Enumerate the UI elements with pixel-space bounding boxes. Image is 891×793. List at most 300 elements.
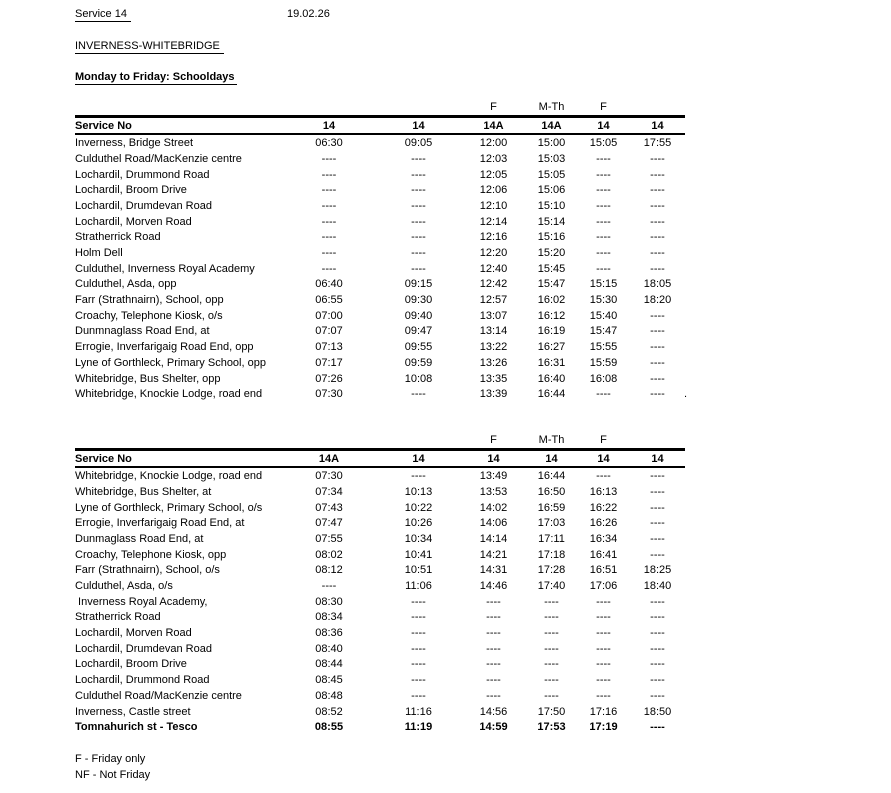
stop-name-cell: Errogie, Inverfarigaig Road End, at	[75, 517, 245, 530]
timetable-body	[75, 134, 688, 402]
time-cell: ----	[411, 689, 426, 702]
time-cell: 09:40	[404, 309, 433, 322]
time-cell: 10:41	[404, 548, 433, 561]
time-cell: ----	[486, 689, 501, 702]
time-cell: ----	[486, 642, 501, 655]
timetable-row	[75, 214, 685, 230]
time-cell: 15:30	[589, 294, 618, 307]
time-cell: ----	[650, 501, 665, 514]
time-cell: 12:57	[479, 294, 508, 307]
day-restriction-label: M-Th	[538, 433, 565, 446]
time-cell: ----	[321, 184, 337, 197]
time-cell: 12:06	[479, 184, 508, 197]
day-restriction-label	[376, 432, 461, 449]
time-cell: ----	[486, 627, 501, 640]
time-cell: ----	[650, 689, 665, 702]
stop-name-cell: Lochardil, Drumdevan Road	[75, 199, 212, 212]
time-cell: ----	[596, 184, 611, 197]
service-number-header: 14A	[282, 449, 376, 467]
time-cell: 14:46	[479, 580, 508, 593]
time-cell: 18:20	[643, 294, 672, 307]
time-cell: 09:15	[404, 278, 433, 291]
service-label	[75, 8, 131, 20]
timetable-row	[75, 182, 685, 198]
timetable-row	[75, 563, 685, 579]
time-cell: 11:19	[404, 721, 433, 734]
time-cell: 15:03	[537, 152, 566, 165]
footnote-friday-only: F - Friday only	[75, 753, 146, 765]
time-cell: 12:40	[479, 262, 508, 275]
day-label-row	[75, 432, 685, 449]
time-cell: 13:14	[479, 325, 508, 338]
time-cell: 15:00	[537, 137, 566, 150]
stop-name-cell: Culduthel, Asda, o/s	[75, 580, 173, 593]
time-cell: 16:44	[537, 470, 566, 483]
time-cell: 11:06	[405, 580, 432, 593]
stop-name-cell: Whitebridge, Knockie Lodge, road end	[75, 388, 263, 401]
service-number-header: 14A	[526, 116, 577, 134]
time-cell: ----	[650, 721, 665, 734]
service-number-header: 14	[376, 449, 461, 467]
service-no-header: Service No	[75, 116, 282, 134]
time-cell: 07:30	[315, 470, 343, 483]
stop-name-cell: Lochardil, Broom Drive	[75, 658, 187, 671]
service-number-header: 14A	[461, 116, 526, 134]
time-cell: 12:42	[479, 278, 508, 291]
time-cell: 14:31	[479, 564, 508, 577]
time-cell: ----	[596, 595, 611, 608]
time-cell: 14:56	[479, 705, 508, 718]
time-cell: 07:55	[315, 532, 343, 545]
time-cell: 13:26	[479, 356, 508, 369]
time-cell: ----	[596, 642, 611, 655]
day-restriction-label: F	[490, 100, 497, 113]
time-cell: ----	[596, 658, 611, 671]
time-cell: ----	[650, 325, 665, 338]
stray-period: .	[684, 388, 688, 400]
day-restriction-label: F	[600, 100, 607, 113]
stop-name-cell: Inverness Royal Academy,	[75, 595, 208, 608]
timetable-row	[75, 672, 685, 688]
time-cell: 08:44	[315, 658, 343, 671]
time-cell: 15:59	[589, 356, 618, 369]
time-cell: 10:08	[404, 372, 433, 385]
time-cell: 16:02	[537, 294, 566, 307]
time-cell: 16:27	[537, 341, 566, 354]
time-cell: ----	[321, 152, 337, 165]
time-cell: ----	[486, 611, 501, 624]
time-cell: ----	[411, 247, 426, 260]
time-cell: 16:19	[537, 325, 566, 338]
time-cell: ----	[411, 674, 426, 687]
day-restriction-label: F	[600, 433, 607, 446]
service-number-header: 14	[461, 449, 526, 467]
time-cell: 08:36	[315, 627, 343, 640]
header-row	[75, 116, 685, 134]
time-cell: 07:43	[315, 501, 343, 514]
time-cell: 16:50	[537, 485, 566, 498]
time-cell: ----	[650, 548, 665, 561]
time-cell: ----	[411, 611, 426, 624]
timetable-row	[75, 292, 685, 308]
time-cell: ----	[321, 247, 337, 260]
time-cell: ----	[321, 580, 337, 593]
day-restriction-label: F	[490, 433, 497, 446]
timetable-row	[75, 719, 685, 735]
timetable-row	[75, 151, 685, 167]
time-cell: 17:50	[537, 705, 566, 718]
time-cell: 15:55	[589, 341, 618, 354]
day-restriction-label	[282, 99, 376, 116]
service-number-header: 14	[376, 116, 461, 134]
time-cell: 13:35	[479, 372, 508, 385]
time-cell: 16:26	[589, 517, 618, 530]
service-number-header: 14	[630, 116, 685, 134]
timetable-row	[75, 578, 685, 594]
time-cell: 15:47	[589, 325, 618, 338]
timetable-row	[75, 625, 685, 641]
stop-name-cell: Inverness, Castle street	[75, 705, 191, 718]
time-cell: 14:59	[479, 721, 508, 734]
time-cell: ----	[650, 517, 665, 530]
time-cell: ----	[544, 642, 559, 655]
timetable-row	[75, 277, 685, 293]
time-cell: 07:34	[315, 485, 343, 498]
stop-name-cell: Lyne of Gorthleck, Primary School, opp	[75, 356, 266, 369]
time-cell: 14:02	[479, 501, 508, 514]
time-cell: 16:22	[589, 501, 618, 514]
service-number-header: 14	[630, 449, 685, 467]
time-cell: ----	[650, 215, 665, 228]
time-cell: 08:40	[315, 642, 343, 655]
time-cell: 17:18	[537, 548, 566, 561]
time-cell: ----	[544, 689, 559, 702]
stop-name-cell: Lochardil, Drummond Road	[75, 674, 210, 687]
time-cell: 15:05	[589, 137, 618, 150]
time-cell: 15:47	[537, 278, 566, 291]
time-cell: ----	[411, 262, 426, 275]
time-cell: 15:16	[537, 231, 566, 244]
time-cell: 12:20	[479, 247, 508, 260]
time-cell: ----	[596, 168, 611, 181]
time-cell: 17:03	[537, 517, 566, 530]
time-cell: 07:07	[315, 325, 343, 338]
day-restriction-label	[630, 99, 685, 116]
time-cell: ----	[650, 152, 665, 165]
time-cell: 09:55	[404, 341, 433, 354]
stop-name-cell: Whitebridge, Bus Shelter, opp	[75, 372, 221, 385]
timetable-row	[75, 167, 685, 183]
schedule-type-heading	[75, 71, 237, 83]
time-cell: 18:40	[643, 580, 672, 593]
stop-name-cell: Farr (Strathnairn), School, opp	[75, 294, 224, 307]
time-cell: ----	[650, 485, 665, 498]
header-row	[75, 449, 685, 467]
time-cell: ----	[411, 215, 426, 228]
day-restriction-label: M-Th	[538, 100, 565, 113]
stop-name-cell: Lochardil, Drummond Road	[75, 168, 210, 181]
time-cell: 18:05	[643, 278, 672, 291]
stop-name-cell: Errogie, Inverfarigaig Road End, opp	[75, 341, 254, 354]
time-cell: 12:16	[479, 231, 508, 244]
time-cell: 08:12	[315, 564, 343, 577]
time-cell: 16:34	[589, 532, 618, 545]
time-cell: 07:26	[315, 372, 343, 385]
timetable-row	[75, 339, 685, 355]
time-cell: ----	[486, 658, 501, 671]
timetable-row	[75, 371, 685, 387]
service-no-header: Service No	[75, 449, 282, 467]
time-cell: 16:13	[589, 485, 618, 498]
time-cell: 10:26	[404, 517, 433, 530]
time-cell: 15:06	[537, 184, 566, 197]
time-cell: 09:05	[404, 137, 433, 150]
timetable-row	[75, 308, 685, 324]
timetable-row	[75, 515, 685, 531]
stop-name-cell: Croachy, Telephone Kiosk, opp	[75, 548, 227, 561]
time-cell: 17:11	[538, 532, 565, 545]
time-cell: 07:17	[315, 356, 343, 369]
time-cell: ----	[650, 627, 665, 640]
stop-name-cell: Lochardil, Morven Road	[75, 215, 192, 228]
date-label: 19.02.26	[287, 8, 330, 20]
time-cell: ----	[411, 642, 426, 655]
time-cell: 13:22	[479, 341, 508, 354]
time-cell: 17:19	[589, 721, 618, 734]
time-cell: ----	[650, 168, 665, 181]
service-number-header: 14	[282, 116, 376, 134]
time-cell: 16:41	[589, 548, 618, 561]
day-restriction-label	[282, 432, 376, 449]
time-cell: 10:34	[404, 532, 433, 545]
time-cell: ----	[544, 611, 559, 624]
time-cell: ----	[596, 611, 611, 624]
time-cell: ----	[321, 231, 337, 244]
time-cell: 12:14	[479, 215, 508, 228]
time-cell: 16:59	[537, 501, 566, 514]
stop-name-cell: Culduthel, Asda, opp	[75, 278, 177, 291]
time-cell: 16:40	[537, 372, 566, 385]
timetable-row	[75, 355, 685, 371]
time-cell: 15:14	[537, 215, 566, 228]
time-cell: 17:53	[537, 721, 566, 734]
day-restriction-label	[75, 432, 282, 449]
time-cell: ----	[650, 247, 665, 260]
time-cell: ----	[650, 388, 665, 401]
time-cell: 12:00	[479, 137, 508, 150]
timetable-row	[75, 610, 685, 626]
service-number-header: 14	[577, 449, 630, 467]
time-cell: 07:30	[315, 388, 343, 401]
time-cell: ----	[650, 674, 665, 687]
time-cell: ----	[650, 595, 665, 608]
time-cell: 18:25	[643, 564, 672, 577]
time-cell: 15:20	[537, 247, 566, 260]
time-cell: 08:55	[314, 721, 344, 734]
time-cell: 13:07	[479, 309, 508, 322]
timetable-row	[75, 688, 685, 704]
stop-name-cell: Lochardil, Drumdevan Road	[75, 642, 212, 655]
time-cell: 10:22	[404, 501, 433, 514]
time-cell: 15:15	[589, 278, 618, 291]
timetable-row	[75, 467, 685, 484]
time-cell: 17:06	[589, 580, 618, 593]
time-cell: ----	[650, 341, 665, 354]
time-cell: ----	[596, 152, 611, 165]
stop-name-cell: Whitebridge, Knockie Lodge, road end	[75, 470, 263, 483]
time-cell: ----	[596, 674, 611, 687]
day-restriction-label	[376, 99, 461, 116]
time-cell: 07:47	[315, 517, 343, 530]
time-cell: ----	[650, 642, 665, 655]
stop-name-cell: Stratherrick Road	[75, 611, 161, 624]
time-cell: 06:40	[315, 278, 343, 291]
time-cell: 18:50	[643, 705, 672, 718]
stop-name-cell: Dunmaglass Road End, at	[75, 532, 204, 545]
time-cell: ----	[650, 199, 665, 212]
time-cell: 07:13	[315, 341, 343, 354]
timetable-row	[75, 547, 685, 563]
time-cell: 16:12	[537, 309, 566, 322]
time-cell: 13:39	[479, 388, 508, 401]
time-cell: 16:51	[589, 564, 618, 577]
route-title-text: INVERNESS-WHITEBRIDGE	[75, 40, 224, 54]
route-title	[75, 40, 224, 52]
timetable-row	[75, 704, 685, 720]
time-cell: 16:31	[537, 356, 566, 369]
time-cell: ----	[544, 627, 559, 640]
time-cell: ----	[486, 674, 501, 687]
return-timetable	[75, 432, 685, 735]
time-cell: 14:14	[479, 532, 508, 545]
timetable-row	[75, 657, 685, 673]
time-cell: ----	[596, 388, 611, 401]
stop-name-cell: Culduthel Road/MacKenzie centre	[75, 689, 242, 702]
day-label-row	[75, 99, 685, 116]
time-cell: 08:52	[315, 705, 343, 718]
stop-name-cell: Stratherrick Road	[75, 231, 161, 244]
timetable-body	[75, 467, 685, 735]
time-cell: ----	[650, 262, 665, 275]
stop-name-cell: Holm Dell	[75, 247, 123, 260]
time-cell: ----	[650, 611, 665, 624]
time-cell: ----	[650, 356, 665, 369]
time-cell: ----	[411, 231, 426, 244]
time-cell: 06:55	[315, 294, 343, 307]
time-cell: 08:02	[315, 548, 343, 561]
service-number-header: 14	[526, 449, 577, 467]
time-cell: 13:49	[479, 470, 508, 483]
outbound-timetable	[75, 99, 688, 402]
time-cell: ----	[411, 470, 426, 483]
time-cell: 14:21	[479, 548, 508, 561]
timetable-row	[75, 641, 685, 657]
time-cell: 15:45	[537, 262, 566, 275]
time-cell: 12:05	[479, 168, 508, 181]
time-cell: ----	[650, 470, 665, 483]
service-number-header: 14	[577, 116, 630, 134]
time-cell: ----	[596, 215, 611, 228]
timetable-row	[75, 594, 685, 610]
time-cell: ----	[650, 372, 665, 385]
time-cell: 12:10	[479, 199, 508, 212]
timetable-row	[75, 484, 685, 500]
timetable-row	[75, 386, 685, 402]
time-cell: ----	[596, 262, 611, 275]
time-cell: 16:08	[589, 372, 618, 385]
stop-name-cell: Culduthel Road/MacKenzie centre	[75, 152, 242, 165]
stop-name-cell: Whitebridge, Bus Shelter, at	[75, 485, 212, 498]
time-cell: ----	[596, 627, 611, 640]
timetable-row	[75, 230, 685, 246]
time-cell: ----	[321, 168, 337, 181]
day-restriction-label	[630, 432, 685, 449]
time-cell: ----	[596, 470, 611, 483]
time-cell: ----	[596, 689, 611, 702]
timetable-row	[75, 245, 685, 261]
time-cell: 09:59	[404, 356, 433, 369]
timetable-row	[75, 198, 685, 214]
time-cell: 10:51	[404, 564, 433, 577]
stop-name-cell: Lochardil, Broom Drive	[75, 184, 187, 197]
time-cell: ----	[321, 262, 337, 275]
time-cell: 06:30	[315, 137, 343, 150]
timetable-row	[75, 500, 685, 516]
timetable-row	[75, 324, 685, 340]
time-cell: ----	[411, 199, 426, 212]
time-cell: ----	[321, 199, 337, 212]
time-cell: ----	[650, 532, 665, 545]
time-cell: ----	[411, 152, 426, 165]
time-cell: ----	[486, 595, 501, 608]
time-cell: 17:16	[589, 705, 618, 718]
time-cell: 11:16	[405, 705, 432, 718]
time-cell: 17:28	[537, 564, 566, 577]
timetable-row	[75, 134, 685, 151]
time-cell: 10:13	[404, 485, 433, 498]
time-cell: ----	[650, 184, 665, 197]
time-cell: ----	[411, 168, 426, 181]
time-cell: 08:45	[315, 674, 343, 687]
time-cell: 15:40	[589, 309, 618, 322]
time-cell: 08:48	[315, 689, 343, 702]
time-cell: ----	[544, 658, 559, 671]
time-cell: ----	[544, 674, 559, 687]
stop-name-cell: Lyne of Gorthleck, Primary School, o/s	[75, 501, 263, 514]
time-cell: 14:06	[479, 517, 508, 530]
service-label-text: Service 14	[75, 8, 131, 22]
time-cell: 08:30	[315, 595, 343, 608]
schedule-type-text: Monday to Friday: Schooldays	[75, 71, 235, 83]
time-cell: ----	[411, 595, 426, 608]
stop-name-cell: Farr (Strathnairn), School, o/s	[75, 564, 220, 577]
footnote-not-friday: NF - Not Friday	[75, 768, 151, 781]
time-cell: 08:34	[315, 611, 343, 624]
time-cell: ----	[411, 184, 426, 197]
stop-name-cell: Inverness, Bridge Street	[75, 137, 194, 150]
time-cell: ----	[411, 658, 426, 671]
time-cell: ----	[411, 627, 426, 640]
stop-name-cell: Croachy, Telephone Kiosk, o/s	[75, 309, 223, 322]
time-cell: ----	[596, 231, 611, 244]
time-cell: ----	[650, 309, 665, 322]
time-cell: 17:55	[643, 137, 672, 150]
time-cell: ----	[650, 658, 665, 671]
time-cell: ----	[411, 388, 426, 401]
time-cell: ----	[596, 247, 611, 260]
day-restriction-label	[75, 99, 282, 116]
time-cell: 15:10	[537, 199, 566, 212]
